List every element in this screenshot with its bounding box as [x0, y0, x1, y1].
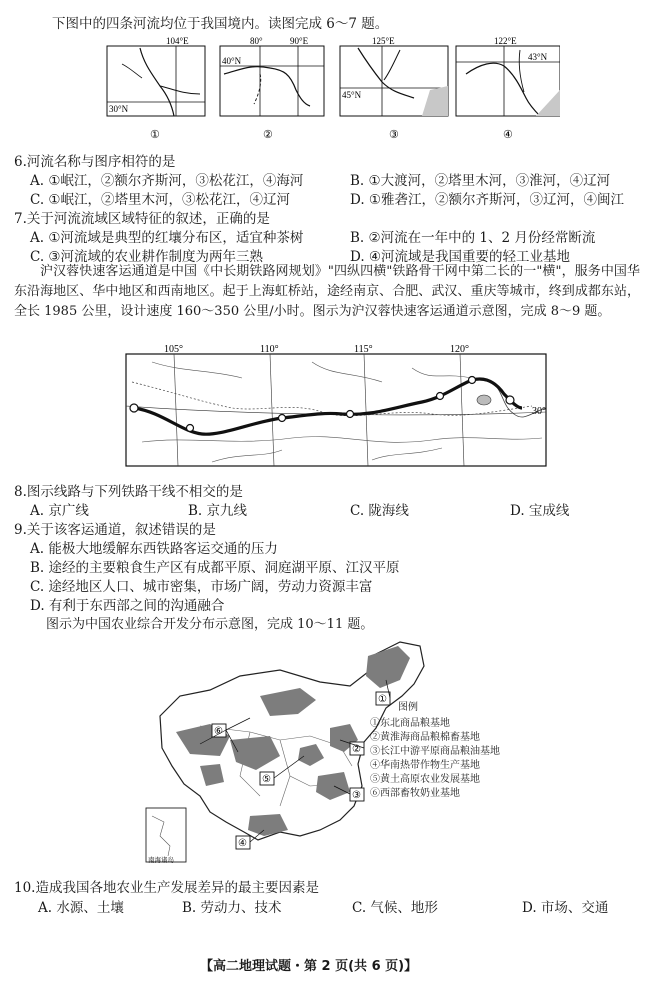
svg-text:⑤: ⑤	[262, 774, 271, 785]
agri-marker-5	[260, 772, 274, 785]
agri-legend-item-6: ⑥西部畜牧奶业基地	[370, 788, 460, 799]
river-map-3	[340, 36, 448, 141]
q7-option-a[interactable]: A. ①河流域是典型的红壤分布区，适宜种茶树	[30, 230, 304, 246]
railway-lat-30: 30°	[532, 406, 546, 417]
river-map-2	[220, 36, 324, 141]
railway-lon-115: 115°	[354, 344, 373, 355]
svg-text:②: ②	[352, 744, 361, 755]
q8-option-b[interactable]: B. 京九线	[188, 503, 248, 519]
q10-option-b[interactable]: B. 劳动力、技术	[182, 900, 282, 916]
railway-map	[112, 342, 562, 470]
q6-option-b[interactable]: B. ①大渡河，②塔里木河，③淮河，④辽河	[350, 173, 611, 189]
svg-text:④: ④	[238, 838, 247, 849]
map2-label: ②	[263, 129, 273, 141]
q9-option-a[interactable]: A. 能极大地缓解东西铁路客运交通的压力	[30, 541, 278, 557]
intro-agriculture: 图示为中国农业综合开发分布示意图，完成 10～11 题。	[46, 617, 374, 632]
river-map-1	[107, 36, 205, 141]
river-maps-figure	[100, 34, 560, 144]
q7-option-b[interactable]: B. ②河流在一年中的 1、2 月份经常断流	[350, 230, 596, 246]
q6-option-c[interactable]: C. ①岷江，②塔里木河，③松花江，④辽河	[30, 192, 291, 208]
railway-lon-105: 105°	[164, 344, 183, 355]
q7-option-c[interactable]: C. ③河流域的农业耕作制度为两年三熟	[30, 249, 264, 265]
q9-option-c[interactable]: C. 途经地区人口、城市密集，市场广阔，劳动力资源丰富	[30, 579, 373, 595]
agri-marker-3	[350, 788, 364, 801]
map3-lat: 45°N	[342, 90, 362, 100]
agri-legend-item-3: ③长江中游平原商品粮油基地	[370, 746, 500, 757]
agri-marker-6	[212, 724, 226, 737]
q6-stem: 6.河流名称与图序相符的是	[14, 154, 176, 170]
map3-label: ③	[389, 129, 399, 141]
q10-stem: 10.造成我国各地农业生产发展差异的最主要因素是	[14, 880, 319, 896]
map2-lat: 40°N	[222, 56, 242, 66]
q9-option-d[interactable]: D. 有利于东西部之间的沟通融合	[30, 598, 225, 614]
svg-text:③: ③	[352, 790, 361, 801]
intro-railway: 沪汉蓉快速客运通道是中国《中长期铁路网规划》"四纵四横"铁路骨干网中第二长的一"横"，服务中国华东沿海地区、华中地区和西南地区。起于上海虹桥站，途经南京、合肥、武汉、重庆等城市，终到成都东站，全长 1985 公里，设计速度 160～350 公里/小时。图示为沪汉蓉快速客运通道示意图，完成 8～9 题。	[14, 264, 640, 319]
q8-option-c[interactable]: C. 陇海线	[350, 503, 409, 519]
map2-lon-left: 80°	[250, 36, 263, 46]
q6-option-a[interactable]: A. ①岷江，②额尔齐斯河，③松花江，④海河	[30, 173, 304, 189]
q8-stem: 8.图示线路与下列铁路干线不相交的是	[14, 484, 243, 500]
railway-lon-120: 120°	[450, 344, 469, 355]
map1-lat: 30°N	[109, 104, 129, 114]
map3-lon: 125°E	[372, 36, 395, 46]
q9-stem: 9.关于该客运通道，叙述错误的是	[14, 522, 216, 538]
agri-legend-item-4: ④华南热带作物生产基地	[370, 760, 480, 771]
railway-lon-110: 110°	[260, 344, 279, 355]
map1-lon: 104°E	[166, 36, 189, 46]
svg-text:⑥: ⑥	[214, 726, 223, 737]
q7-option-d[interactable]: D. ④河流域是我国重要的轻工业基地	[350, 249, 571, 265]
agri-marker-4	[236, 836, 250, 849]
agri-legend-item-5: ⑤黄土高原农业发展基地	[370, 774, 480, 785]
agri-legend-title: 图例	[398, 702, 418, 713]
q10-option-d[interactable]: D. 市场、交通	[522, 900, 609, 916]
map1-label: ①	[150, 129, 160, 141]
agri-marker-1	[376, 692, 390, 705]
q10-option-c[interactable]: C. 气候、地形	[352, 900, 438, 916]
agri-inset-label: 南海诸岛	[148, 857, 174, 864]
q8-option-a[interactable]: A. 京广线	[30, 503, 89, 519]
intro-rivers: 下图中的四条河流均位于我国境内。读图完成 6～7 题。	[52, 16, 389, 32]
river-map-4	[456, 36, 560, 141]
map4-lon: 122°E	[494, 36, 517, 46]
q8-option-d[interactable]: D. 宝成线	[510, 503, 570, 519]
q9-option-b[interactable]: B. 途经的主要粮食生产区有成都平原、洞庭湖平原、江汉平原	[30, 560, 400, 576]
map4-label: ④	[503, 129, 513, 141]
q7-stem: 7.关于河流流域区域特征的叙述，正确的是	[14, 211, 270, 227]
svg-text:①: ①	[378, 694, 387, 705]
map4-lat: 43°N	[528, 52, 548, 62]
map2-lon-right: 90°E	[290, 36, 309, 46]
page-footer: 【高二地理试题・第 2 页(共 6 页)】	[200, 959, 418, 974]
agri-legend-item-1: ①东北商品粮基地	[370, 718, 450, 729]
agri-legend-item-2: ②黄淮海商品粮棉畜基地	[370, 732, 480, 743]
q10-option-a[interactable]: A. 水源、土壤	[38, 900, 124, 916]
q6-option-d[interactable]: D. ①雅砻江，②额尔齐斯河，③辽河，④闽江	[350, 192, 625, 208]
